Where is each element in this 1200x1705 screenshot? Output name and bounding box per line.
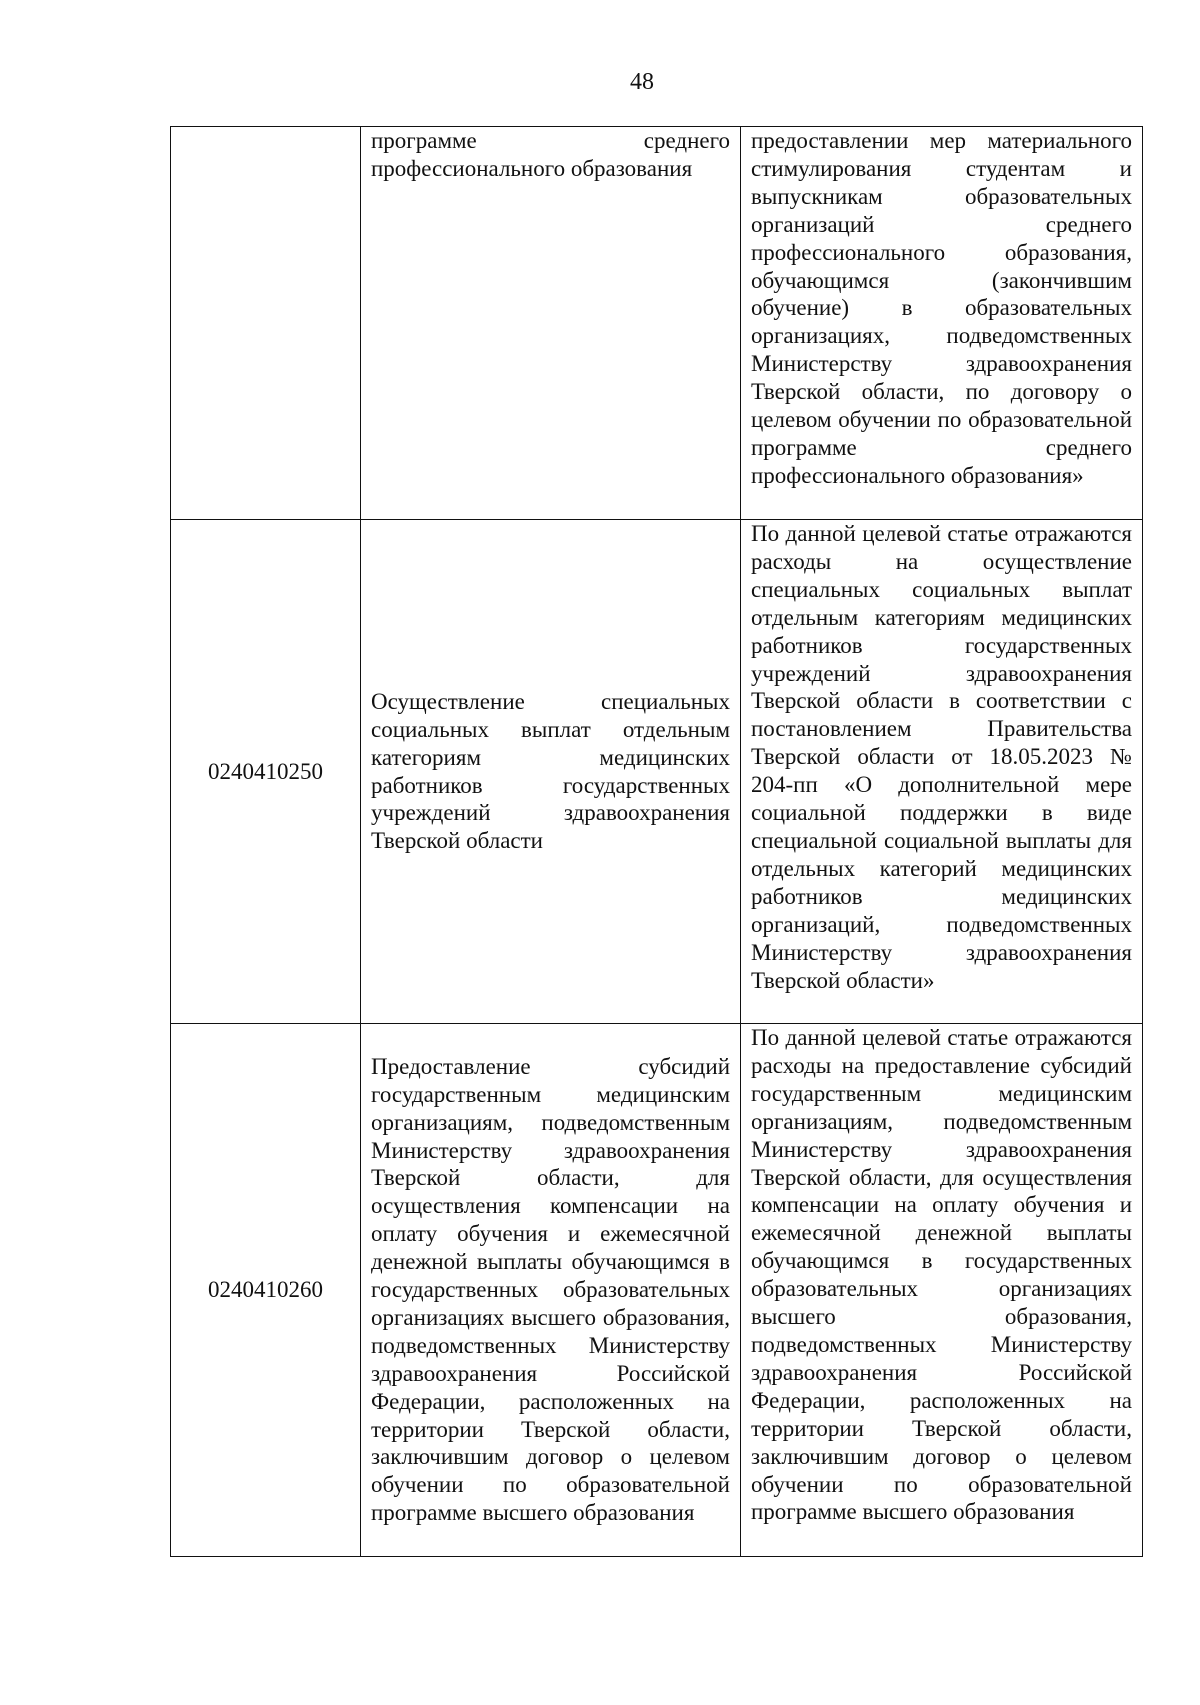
code-cell: 0240410260 bbox=[171, 1024, 361, 1557]
description-cell: По данной целевой статье отражаются расходы на предоставление субсидий государственным медицинским организациям, подведомственным Министерству здравоохранения Тверской области, для осуществления компенсации на оплату обучения и ежемесячной денежной выплаты обучающимся в государственных образовательных организациях высшего образования, подведомственных Министерству здравоохранения Российской Федерации, расположенных на территории Тверской области, заключившим договор о целевом обучении по образовательной программе высшего образования bbox=[741, 1024, 1143, 1557]
code-cell: 0240410250 bbox=[171, 520, 361, 1024]
table-row bbox=[171, 520, 1143, 1024]
budget-classification-table bbox=[170, 126, 1143, 1557]
page-number: 48 bbox=[630, 69, 654, 95]
name-cell: программе среднего профессионального образования bbox=[361, 127, 741, 520]
table-row bbox=[171, 127, 1143, 520]
description-cell: По данной целевой статье отражаются расходы на осуществление специальных социальных выплат отдельным категориям медицинских работников государственных учреждений здравоохранения Тверской области в соответствии с постановлением Правительства Тверской области от 18.05.2023 № 204-пп «О дополнительной мере социальной поддержки в виде специальной социальной выплаты для отдельных категорий медицинских работников медицинских организаций, подведомственных Министерству здравоохранения Тверской области» bbox=[741, 520, 1143, 1024]
name-cell: Предоставление субсидий государственным медицинским организациям, подведомственным Министерству здравоохранения Тверской области, для осуществления компенсации на оплату обучения и ежемесячной денежной выплаты обучающимся в государственных образовательных организациях высшего образования, подведомственных Министерству здравоохранения Российской Федерации, расположенных на территории Тверской области, заключившим договор о целевом обучении по образовательной программе высшего образования bbox=[361, 1024, 741, 1557]
description-cell: предоставлении мер материального стимулирования студентам и выпускникам образовательных организаций среднего профессионального образования, обучающимся (закончившим обучение) в образовательных организациях, подведомственных Министерству здравоохранения Тверской области, по договору о целевом обучении по образовательной программе среднего профессионального образования» bbox=[741, 127, 1143, 520]
name-cell: Осуществление специальных социальных выплат отдельным категориям медицинских работников государственных учреждений здравоохранения Тверской области bbox=[361, 520, 741, 1024]
code-cell bbox=[171, 127, 361, 520]
table-row bbox=[171, 1024, 1143, 1557]
